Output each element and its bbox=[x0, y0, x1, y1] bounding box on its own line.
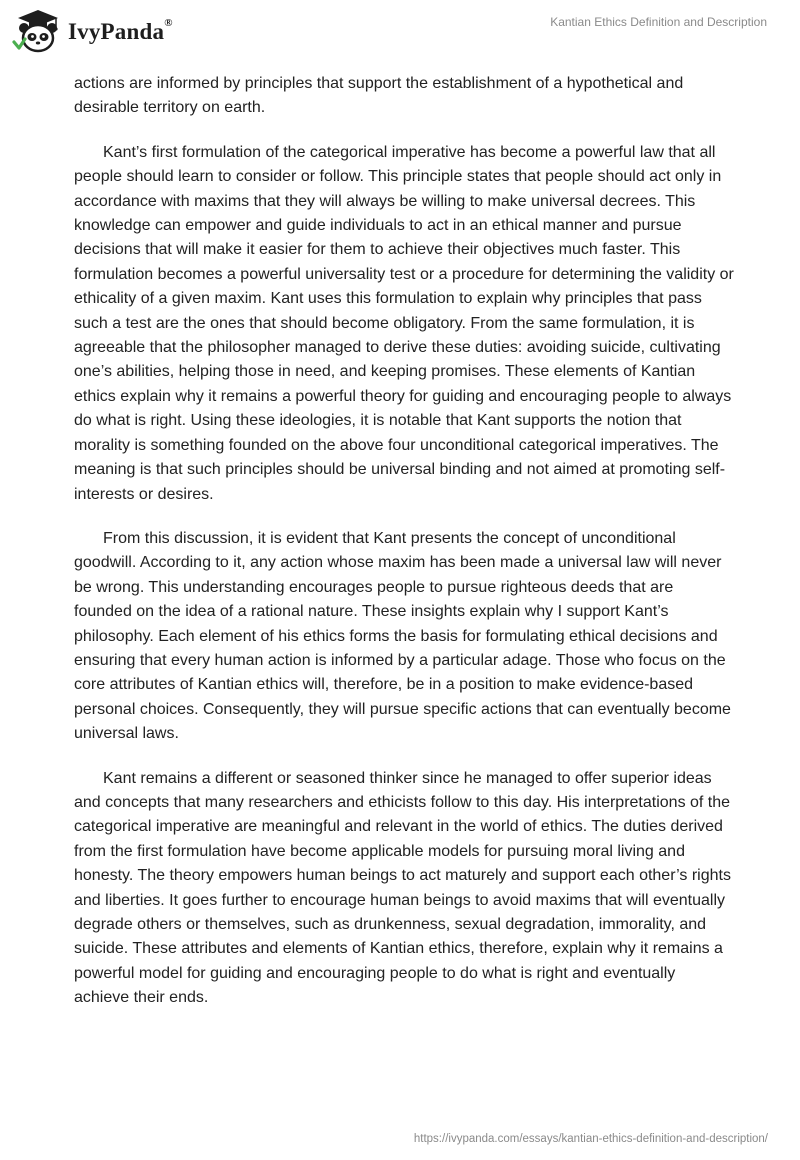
essay-paragraph: actions are informed by principles that support the establishment of a hypothetical and desirable territory on earth. bbox=[74, 75, 684, 117]
brand-name bbox=[68, 19, 173, 45]
registered-mark: ® bbox=[164, 17, 173, 29]
essay-paragraph: From this discussion, it is evident that Kant presents the concept of unconditional goodwill. According to it, any action whose maxim has been made a universal law will never be wrong. This understanding encourages people to pursue righteous deeds that are founded on the idea of a rational nature. These insights explain why I support Kant’s philosophy. Each element of his ethics forms the basis for formulating ethical decisions and ensuring that every human action is informed by a particular adage. Those who focus on the core attributes of Kantian ethics will, therefore, be in a position to make evidence-based personal choices. Consequently, they will pursue specific actions that can eventually become universal laws. bbox=[74, 529, 731, 743]
essay-paragraph: Kant’s first formulation of the categorical imperative has become a powerful law that all people should learn to consider or follow. This principle states that people should act only in accordance with maxims that they will always be willing to make universal decrees. This knowledge can empower and guide individuals to act in an ethical manner and pursue decisions that will make it easier for them to achieve their objectives much faster. This formulation becomes a powerful universality test or a procedure for determining the validity or ethicality of a given maxim. Kant uses this formulation to explain why principles that pass such a test are the ones that should become obligatory. From the same formulation, it is agreeable that the philosopher managed to derive these duties: avoiding suicide, cultivating one’s abilities, helping those in need, and keeping promises. These elements of Kantian ethics explain why it remains a powerful theory for guiding and encouraging people to always do what is right. Using these ideologies, it is notable that Kant supports the notion that morality is something founded on the above four unconditional categorical imperatives. The meaning is that such principles should be universal binding and not aimed at promoting self-interests or desires. bbox=[74, 143, 734, 503]
essay-paragraph: Kant remains a different or seasoned thinker since he managed to offer superior ideas and concepts that many researchers and ethicists follow to this day. His interpretations of the categorical imperative are meaningful and relevant in the world of ethics. The duties derived from the first formulation have become applicable models for pursuing moral living and honesty. The theory empowers human beings to act maturely and support each other’s rights and liberties. It goes further to encourage human beings to avoid maxims that will eventually degrade others or themselves, such as drunkenness, sexual degradation, immorality, and suicide. These attributes and elements of Kantian ethics, therefore, explain why it remains a powerful model for guiding and encouraging people to do what is right and eventually achieve their ends. bbox=[74, 769, 731, 1007]
document-title: Kantian Ethics Definition and Description bbox=[550, 15, 767, 29]
page-header bbox=[0, 0, 800, 64]
essay-body bbox=[74, 72, 734, 1031]
brand-logo[interactable] bbox=[12, 8, 173, 56]
brand-name-text: IvyPanda bbox=[68, 19, 165, 44]
panda-graduation-cap-icon bbox=[12, 8, 64, 56]
source-url-link[interactable]: https://ivypanda.com/essays/kantian-ethics-definition-and-description/ bbox=[413, 1133, 768, 1145]
